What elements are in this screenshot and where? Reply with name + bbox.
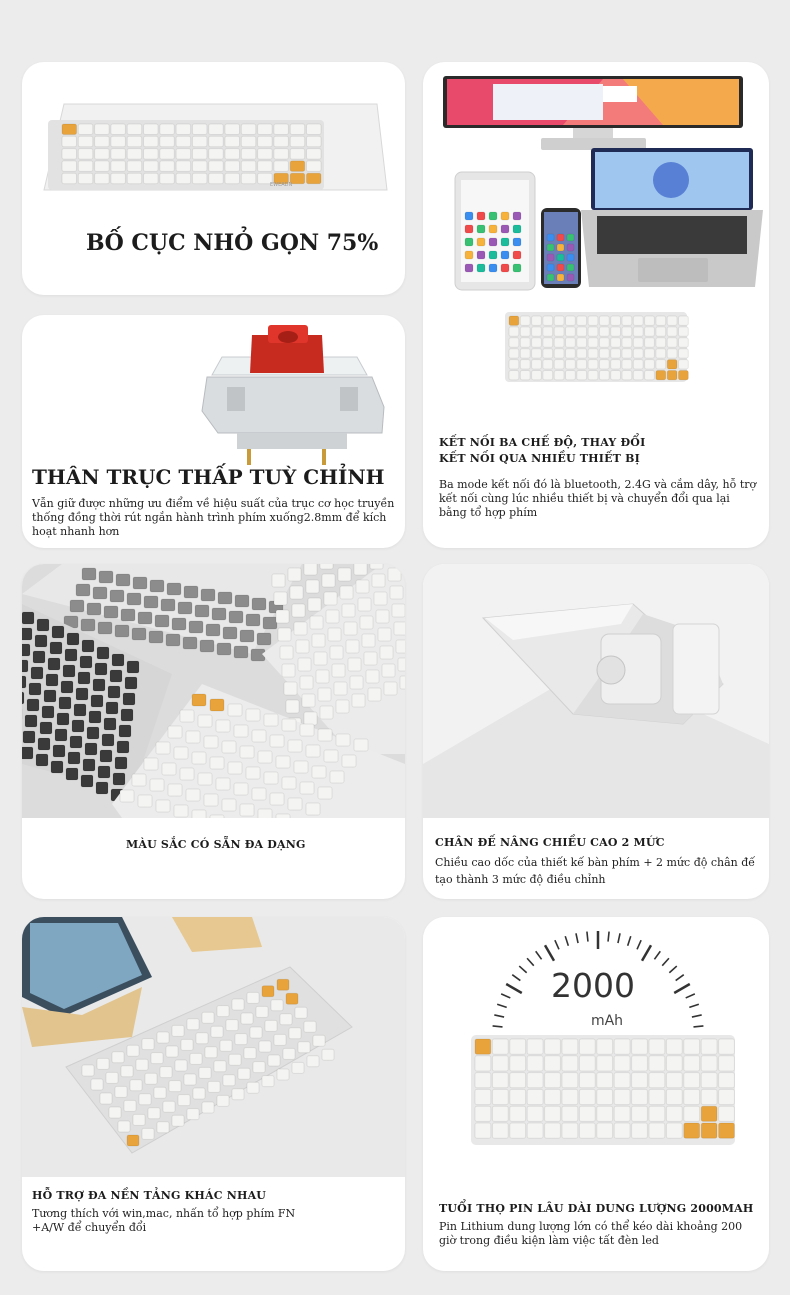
keyboard-brand-label: EWEADN bbox=[270, 182, 293, 188]
battery-capacity-value: 2000 bbox=[551, 966, 635, 1005]
card-connectivity bbox=[423, 62, 769, 548]
switch-description: Vẫn giữ được những ưu điểm về hiệu suất của trục cơ học truyền thống đồng thời rút ngắn hành trình phím xuống2.8mm để kích hoạt nhanh hơn bbox=[32, 497, 395, 538]
battery-unit: mAh bbox=[590, 1013, 624, 1029]
card-battery bbox=[423, 917, 769, 1271]
switch-title: THÂN TRỤC THẤP TUỲ CHỈNH bbox=[32, 465, 385, 489]
card-compact-layout bbox=[22, 62, 405, 295]
card-low-profile-switch bbox=[22, 315, 405, 548]
color-options-title: MÀU SẮC CÓ SẴN ĐA DẠNG bbox=[126, 838, 306, 851]
connectivity-title-line2: KẾT NỐI QUA NHIỀU THIẾT BỊ bbox=[439, 452, 640, 465]
color-variants-image bbox=[22, 564, 405, 818]
stand-description: Chiều cao dốc của thiết kế bàn phím + 2 mức độ chân đế tạo thành 3 mức độ điều chỉnh bbox=[435, 856, 756, 886]
connectivity-title-line1: KẾT NỐI BA CHẾ ĐỘ, THAY ĐỔI bbox=[439, 436, 646, 449]
card-color-options bbox=[22, 564, 405, 899]
devices-illustration-image bbox=[423, 62, 769, 392]
battery-title: TUỔI THỌ PIN LÂU DÀI DUNG LƯỢNG 2000MAH bbox=[439, 1202, 754, 1215]
switch-image bbox=[22, 315, 405, 465]
card-multi-platform bbox=[22, 917, 405, 1271]
connectivity-description: Ba mode kết nối đó là bluetooth, 2.4G và cắm dây, hỗ trợ kết nối cùng lúc nhiều thiết bị và chuyển đổi qua lại bằng tổ hợp phím bbox=[439, 478, 757, 519]
stand-feet-image bbox=[423, 564, 769, 818]
compact-layout-title: BỐ CỤC NHỎ GỌN 75% bbox=[86, 230, 379, 256]
battery-description: Pin Lithium dung lượng lớn có thể kéo dài khoảng 200 giờ trong điều kiện làm việc tất đèn led bbox=[439, 1220, 743, 1247]
multi-platform-description: Tương thích với win,mac, nhấn tổ hợp phím FN +A/W để chuyển đổi bbox=[32, 1207, 296, 1234]
multi-platform-title: HỖ TRỢ ĐA NỀN TẢNG KHÁC NHAU bbox=[32, 1189, 267, 1202]
stand-title: CHÂN ĐẾ NÂNG CHIỀU CAO 2 MỨC bbox=[435, 836, 665, 849]
battery-gauge-image bbox=[423, 917, 769, 1177]
keyboard-top-view-image bbox=[22, 62, 405, 202]
keyboard-with-tablet-image bbox=[22, 917, 405, 1177]
card-adjustable-stand bbox=[423, 564, 769, 899]
